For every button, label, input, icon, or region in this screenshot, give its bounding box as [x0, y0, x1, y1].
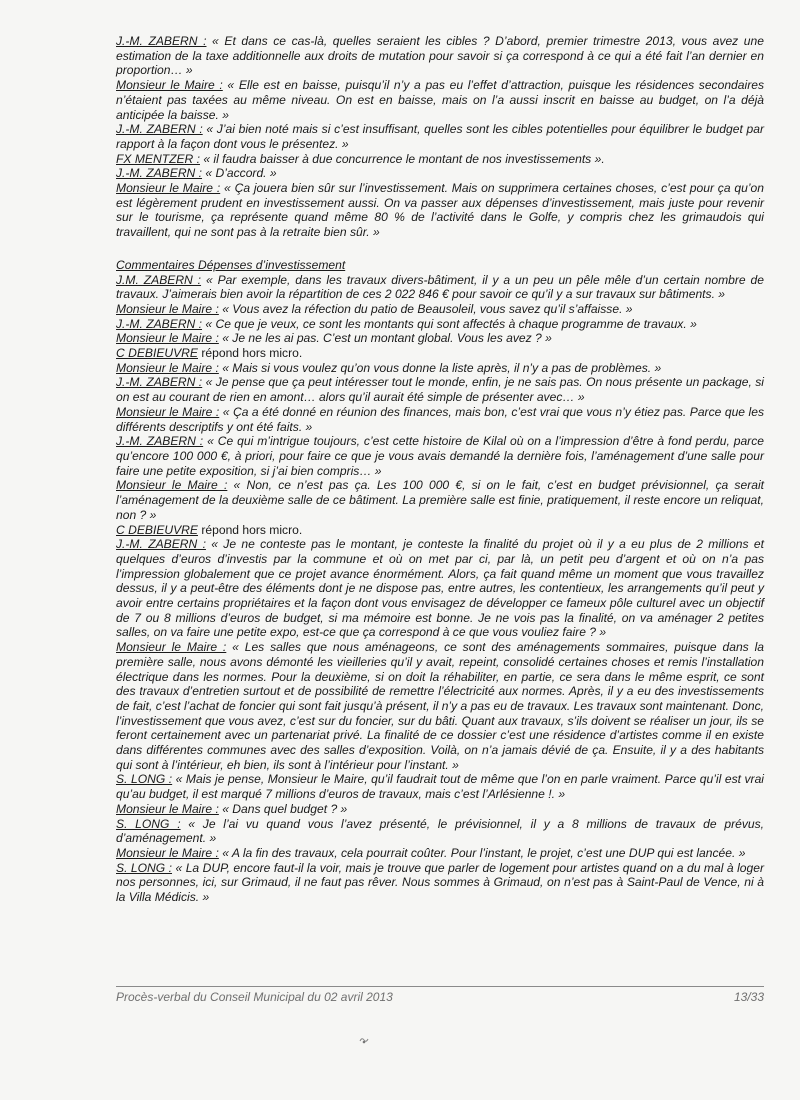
speaker-name: J.-M. ZABERN :: [116, 122, 203, 137]
transcript-paragraph: [116, 434, 764, 478]
transcript-body: [116, 34, 764, 1100]
speaker-name: S. LONG :: [116, 860, 173, 875]
transcript-paragraph: [116, 273, 764, 302]
transcript-paragraph: [116, 537, 764, 640]
speaker-name: FX MENTZER :: [116, 151, 200, 166]
transcript-paragraph: [116, 802, 764, 817]
speech-text: « Mais je pense, Monsieur le Maire, qu’il faudrait tout de même que l’on en parle vraiment. Parce qu’il est vrai qu’au budget, il est marqué 7 millions d’euros de travaux, mais c’est l’Arlésienne !. »: [116, 772, 764, 802]
transcript-paragraph: [116, 817, 764, 846]
transcript-paragraph: [116, 152, 764, 167]
speaker-name: Monsieur le Maire :: [116, 404, 220, 419]
transcript-paragraph: [116, 375, 764, 404]
transcript-paragraph: [116, 523, 764, 538]
speech-text: « Je l’ai vu quand vous l’avez présenté, le prévisionnel, il y a 8 millions de travaux de prévus, d’aménagement. »: [116, 816, 764, 846]
speaker-name: Monsieur le Maire :: [116, 801, 219, 816]
speech-text: « Ce qui m’intrigue toujours, c’est cette histoire de Kilal où on a l’impression d’être à fond perdu, parce qu’encore 100 000 €, à priori, pour faire ce que je vous avais demandé la dernière fois, l’aménagement d’une salle pour faire une petite exposition, si j’ai bien compris… »: [116, 434, 764, 478]
speech-text: « Je ne les ai pas. C’est un montant global. Vous les avez ? »: [218, 331, 552, 346]
transcript-paragraph: [116, 405, 764, 434]
speaker-name: C DEBIEUVRE: [116, 522, 198, 537]
speech-text: « J’ai bien noté mais si c’est insuffisant, quelles sont les cibles potentielles pour équilibrer le budget par rapport à la façon dont vous le présentez. »: [116, 122, 764, 151]
speaker-name: S. LONG :: [116, 816, 181, 831]
transcript-paragraph: [116, 478, 764, 522]
speech-text: « Vous avez la réfection du patio de Beausoleil, vous savez qu’il s’affaisse. »: [218, 301, 633, 316]
transcript-paragraph: [116, 166, 764, 181]
speaker-name: J.-M. ZABERN :: [116, 375, 203, 390]
page-number: 13/33: [733, 990, 764, 1004]
transcript-paragraph: [116, 317, 764, 332]
speaker-name: Monsieur le Maire :: [116, 640, 227, 655]
transcript-paragraph: [116, 181, 764, 240]
transcript-paragraph: [116, 846, 764, 861]
section-heading: Commentaires Dépenses d’investissement: [116, 257, 346, 272]
speech-text: « Non, ce n’est pas ça. Les 100 000 €, si on le fait, c’est en budget prévisionnel, ça serait l’aménagement de la deuxième salle de ce bâtiment. La première salle est finie, pratiquement, il reste encore un reliquat, non ? »: [116, 478, 764, 522]
speech-text: « Dans quel budget ? »: [218, 801, 348, 816]
speech-text: « Je pense que ça peut intéresser tout le monde, enfin, je ne sais pas. On nous présente un package, si on est au courant de rien en amont… alors qu’il aurait été simple de présenter avec… »: [116, 375, 764, 405]
speech-text: « il faudra baisser à due concurrence le montant de nos investissements ».: [199, 151, 605, 166]
speech-text: « Par exemple, dans les travaux divers-bâtiment, il y a un peu un pêle mêle d’un certain nombre de travaux. J’aimerais bien avoir la répartition de ces 2 022 846 € pour savoir ce qu’il y a sur travaux sur bâtiments. »: [116, 272, 764, 302]
speaker-name: J.-M. ZABERN :: [116, 434, 204, 449]
transcript-paragraph: [116, 302, 764, 317]
speech-text: répond hors micro.: [198, 346, 303, 361]
speech-text: « A la fin des travaux, cela pourrait coûter. Pour l’instant, le projet, c’est une DUP qui est lancée. »: [218, 845, 746, 860]
scan-speck-icon: [358, 1036, 370, 1046]
speech-text: « La DUP, encore faut-il la voir, mais je trouve que parler de logement pour artistes quand on a du mal à loger nos personnes, ici, sur Grimaud, il ne faut pas rêver. Nous sommes à Grimaud, on n’est pas à Saint-Paul de Vence, ni à la Villa Médicis. »: [116, 860, 764, 905]
speaker-name: Monsieur le Maire :: [116, 360, 219, 375]
speaker-name: Monsieur le Maire :: [116, 301, 219, 316]
speaker-name: J.-M. ZABERN :: [116, 34, 207, 48]
speech-text: répond hors micro.: [198, 522, 303, 537]
speaker-name: Monsieur le Maire :: [116, 845, 219, 860]
speaker-name: Monsieur le Maire :: [116, 331, 219, 346]
speaker-name: J.-M. ZABERN :: [116, 316, 203, 331]
speech-text: « Ça a été donné en réunion des finances, mais bon, c’est vrai que vous n’y étiez pas. Parce que les différents descriptifs y ont été faits. »: [116, 404, 764, 434]
speaker-name: S. LONG :: [116, 772, 173, 787]
speaker-name: Monsieur le Maire :: [116, 181, 221, 196]
speaker-name: C DEBIEUVRE: [116, 346, 198, 361]
footer-title: Procès-verbal du Conseil Municipal du 02 avril 2013: [116, 990, 393, 1004]
speech-text: « Les salles que nous aménageons, ce sont des aménagements sommaires, puisque dans la première salle, nous avons démonté les vieilleries qu’il y avait, repeint, consolidé certaines choses et remis l’installation électrique dans les normes. Pour la deuxième, si on doit la réhabiliter, en partie, ce sera dans le même esprit, ce sont des travaux d’entretien surtout et de possibilité de remettre l’électricité aux normes. Après, il y a eu des investissements de fait, c’est l’achat de foncier qui sont fait jusqu’à présent, il n’y a pas eu de travaux. Les travaux sont maintenant. Donc, l’investissement que vous avez, c’est sur du foncier, sur du bâti. Quant aux travaux, s’ils doivent se réaliser un jour, ils se feront certainement avec un partenariat privé. La finalité de ce dossier c’est une résidence d’artistes comme il en existe dans différentes communes avec des salles d’exposition. Voilà, on n’a jamais dévié de ça. Ensuite, il y a des habitants qui sont à l’intérieur, eh bien, ils sont à l’intérieur pour l’instant. »: [116, 640, 764, 772]
speaker-name: Monsieur le Maire :: [116, 478, 228, 493]
transcript-paragraph: [116, 861, 764, 905]
footer-divider: [116, 986, 764, 987]
transcript-paragraph: [116, 772, 764, 801]
speech-text: « Mais si vous voulez qu’on vous donne la liste après, il n’y a pas de problèmes. »: [218, 360, 662, 375]
transcript-paragraph: [116, 78, 764, 122]
transcript-paragraph: [116, 361, 764, 376]
speaker-name: J.-M. ZABERN :: [116, 537, 206, 552]
transcript-paragraph: [116, 331, 764, 346]
speech-text: « Ça jouera bien sûr sur l’investissement. Mais on supprimera certaines choses, c’est pour ça qu’on est légèrement prudent en investissement aussi. On va passer aux dépenses d’investissement, mais juste pour revenir sur le tourisme, ça représente quand même 80 % de l’activité dans le Golfe, y compris chez les grimaudois qui travaillent, qui ne sont pas à la retraite bien sûr. »: [116, 181, 764, 240]
transcript-paragraph: [116, 346, 764, 361]
speaker-name: Monsieur le Maire :: [116, 78, 223, 93]
transcript-paragraph: [116, 122, 764, 151]
speech-text: « Je ne conteste pas le montant, je conteste la finalité du projet où il y a eu plus de 2 millions et quelques d’euros d’investis par la commune et où on met par ci, par là, un petit peu d’argent et où on n’a pas l’impression globalement que ce projet avance énormément. Alors, ça fait quand même un moment que vous travaillez dessus, il y a peut-être des éléments dont je ne dispose pas, entre autres, les contentieux, les arrangements qu’il peut y avoir entre certains propriétaires et la façon dont vous envisagez de développer ce fameux pôle culturel avec un objectif de 7 ou 8 millions d’euros de budget, si ma mémoire est bonne. Je ne vois pas la finalité, on va aménager 2 petites salles, on va faire une petite expo, est-ce que ça correspond à ce que vous vouliez faire ? »: [116, 537, 764, 640]
speech-text: « Et dans ce cas-là, quelles seraient les cibles ? D’abord, premier trimestre 2013, vous avez une estimation de la taxe additionnelle aux droits de mutation pour savoir si ça correspond à ce qui a été fait l’an dernier en proportion… »: [116, 34, 764, 78]
speech-text: « Ce que je veux, ce sont les montants qui sont affectés à chaque programme de travaux. »: [202, 316, 697, 331]
speech-text: « Elle est en baisse, puisqu’il n’y a pas eu l’effet d’attraction, puisque les résidences secondaires n’étaient pas taxées au même niveau. On est en baisse, mais on l’a aussi inscrit en baisse au budget, on l’a déjà anticipée la baisse. »: [116, 78, 764, 122]
transcript-paragraph: [116, 34, 764, 78]
speech-text: « D’accord. »: [202, 166, 277, 181]
speaker-name: J.-M. ZABERN :: [116, 166, 203, 181]
transcript-paragraph: [116, 640, 764, 772]
speaker-name: J.M. ZABERN :: [116, 272, 202, 287]
